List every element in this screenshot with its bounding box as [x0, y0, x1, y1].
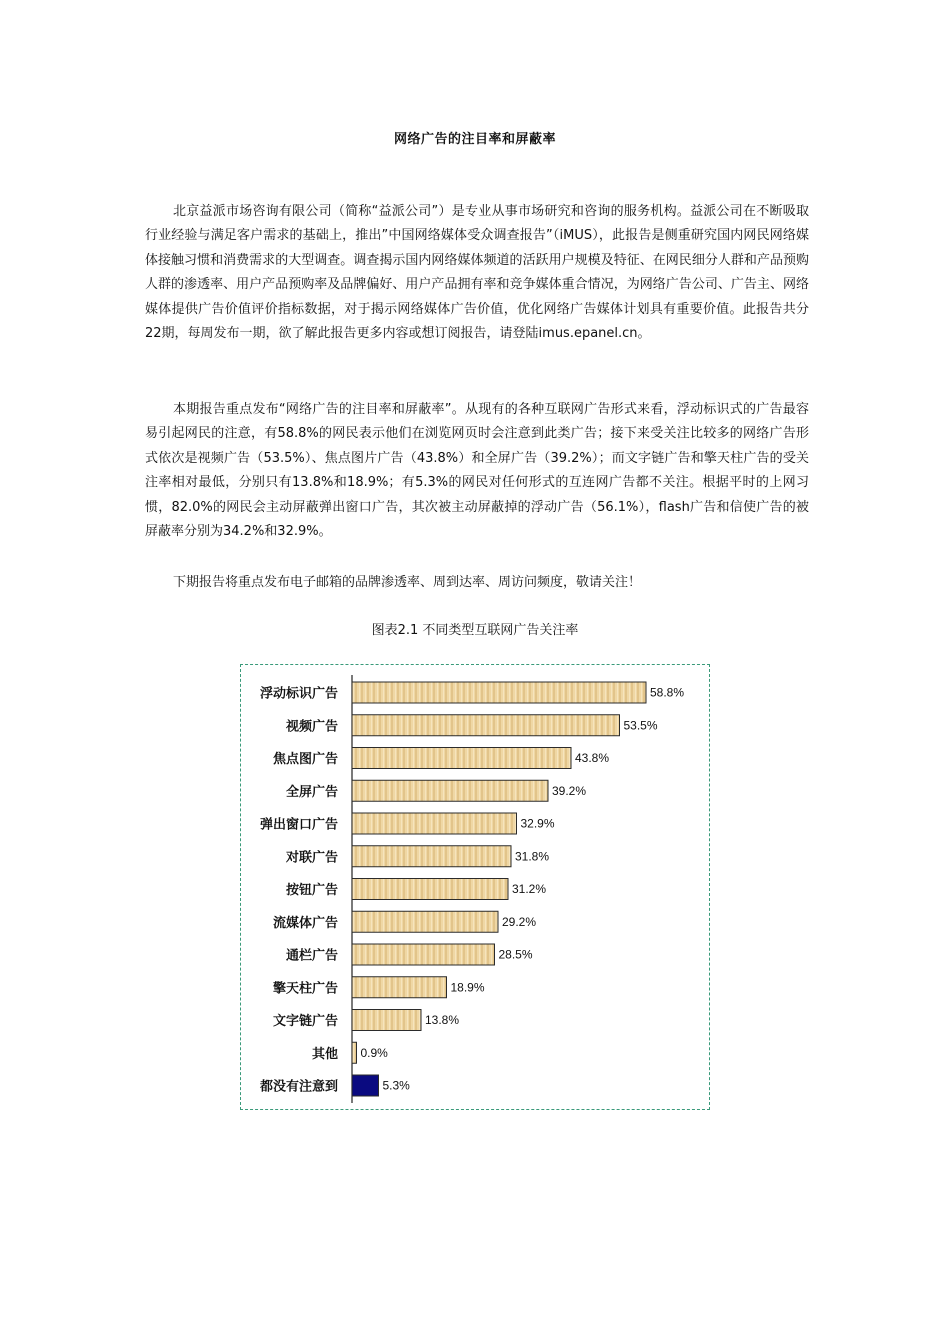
- category-label: 流媒体广告: [272, 915, 338, 931]
- value-label: 31.2%: [512, 882, 547, 896]
- bar: [352, 682, 646, 703]
- bar: [352, 813, 517, 834]
- bar: [352, 879, 508, 900]
- paragraph-intro: 北京益派市场咨询有限公司（简称“益派公司”）是专业从事市场研究和咨询的服务机构。益派公司在不断吸取行业经验与满足客户需求的基础上，推出”中国网络媒体受众调查报告”（iMUS），此报告是侧重研究国内网民网络媒体接触习惯和消费需求的大型调查。调查揭示国内网络媒体频道的活跃用户规模及特征、在网民细分人群和产品预购人群的渗透率、用户产品预购率及品牌偏好、用户产品拥有率和竞争媒体重合情况，为网络广告公司、广告主、网络媒体提供广告价值评价指标数据，对于揭示网络媒体广告价值，优化网络广告媒体计划具有重要价值。此报告共分22期，每周发布一期，欲了解此报告更多内容或想订阅报告，请登陆imus.epanel.cn。: [145, 204, 809, 342]
- category-label: 文字链广告: [272, 1014, 338, 1029]
- category-label: 按钮广告: [285, 883, 338, 898]
- bar: [352, 1010, 421, 1031]
- paragraph-next-issue: 下期报告将重点发布电子邮箱的品牌渗透率、周到达率、周访问频度，敬请关注！: [173, 575, 642, 590]
- value-label: 53.5%: [623, 718, 658, 733]
- value-label: 28.5%: [498, 947, 533, 962]
- bar: [352, 780, 548, 801]
- bar: [352, 944, 495, 965]
- category-label: 都没有注意到: [259, 1079, 338, 1095]
- bar: [352, 748, 571, 769]
- value-label: 32.9%: [520, 816, 555, 831]
- value-label: 18.9%: [450, 980, 485, 995]
- paragraph-findings: 本期报告重点发布“网络广告的注目率和屏蔽率”。从现有的各种互联网广告形式来看，浮动标识式的广告最容易引起网民的注意，有58.8%的网民表示他们在浏览网页时会注意到此类广告；接下来受关注比较多的网络广告形式依次是视频广告（53.5%）、焦点图片广告（43.8%）和全屏广告（39.2%）；而文字链广告和擎天柱广告的受关注率相对最低，分别只有13.8%和18.9%；有5.3%的网民对任何形式的互连网广告都不关注。根据平时的上网习惯，82.0%的网民会主动屏蔽弹出窗口广告，其次被主动屏蔽掉的浮动广告（56.1%），flash广告和信使广告的被屏蔽率分别为34.2%和32.9%。: [145, 402, 809, 540]
- bar-chart: [241, 665, 709, 1109]
- value-label: 5.3%: [382, 1078, 410, 1093]
- bar: [352, 1075, 379, 1096]
- category-label: 弹出窗口广告: [259, 817, 338, 833]
- value-label: 43.8%: [575, 751, 610, 765]
- category-label: 通栏广告: [285, 948, 338, 964]
- value-label: 31.8%: [515, 849, 550, 864]
- category-label: 视频广告: [285, 719, 338, 735]
- bar: [352, 715, 620, 736]
- document-title: 网络广告的注目率和屏蔽率: [393, 132, 556, 147]
- figure-caption: 图表2.1 不同类型互联网广告关注率: [371, 623, 579, 638]
- value-label: 29.2%: [502, 914, 537, 929]
- bar: [352, 1042, 357, 1063]
- bar-chart-frame: [240, 664, 710, 1110]
- category-label: 全屏广告: [285, 784, 338, 800]
- category-label: 焦点图广告: [272, 752, 338, 767]
- value-label: 58.8%: [650, 685, 685, 700]
- category-label: 浮动标识广告: [259, 686, 338, 702]
- bar: [352, 977, 447, 998]
- category-label: 对联广告: [285, 850, 338, 866]
- value-label: 0.9%: [360, 1045, 388, 1060]
- value-label: 39.2%: [552, 783, 587, 798]
- category-label: 擎天柱广告: [272, 981, 338, 997]
- bar: [352, 911, 498, 932]
- bar: [352, 846, 511, 867]
- category-label: 其他: [311, 1046, 338, 1062]
- value-label: 13.8%: [425, 1013, 460, 1027]
